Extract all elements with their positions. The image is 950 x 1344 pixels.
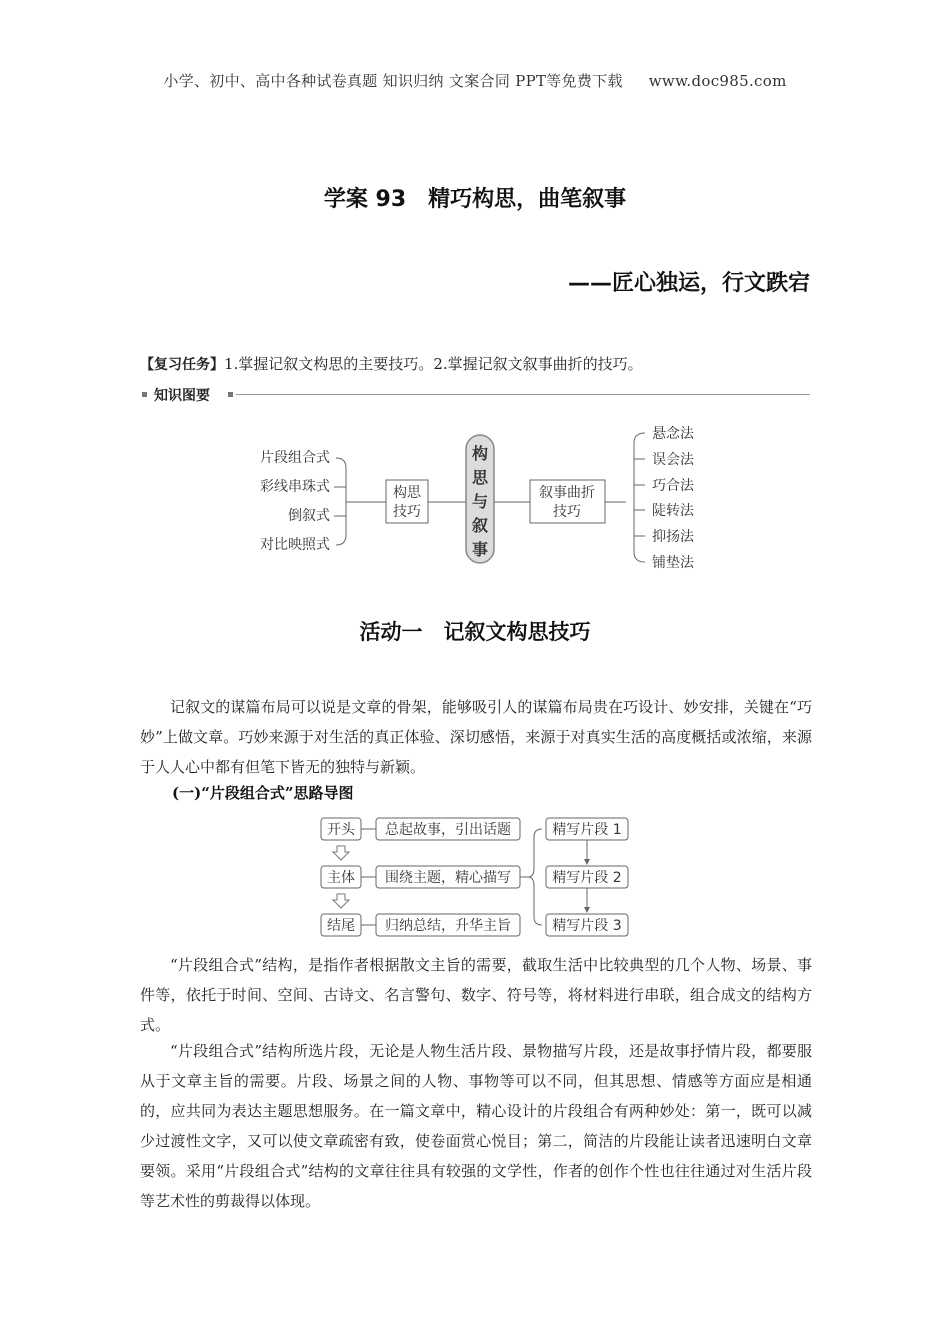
flow-desc-body: 围绕主题，精心描写	[385, 870, 511, 886]
site-header-text: 小学、初中、高中各种试卷真题 知识归纳 文案合同 PPT等免费下载	[163, 72, 623, 90]
flow-subheading: (一)“片段组合式”思路导图	[172, 784, 354, 802]
down-arrow-icon	[333, 894, 349, 908]
knowledge-map-diagram	[0, 0, 950, 600]
left-item-flashback: 倒叙式	[288, 508, 330, 524]
site-url[interactable]: www.doc985.com	[648, 72, 787, 90]
right-item-contrast-praise: 抑扬法	[652, 529, 694, 545]
right-item-sudden-turn: 陡转法	[652, 503, 694, 519]
center-char: 思	[471, 468, 489, 487]
center-char: 叙	[471, 516, 489, 535]
page-title: 学案 93 精巧构思，曲笔叙事	[323, 187, 627, 212]
body-paragraph-definition: “片段组合式”结构，是指作者根据散文主旨的需要，截取生活中比较典型的几个人物、场景、事件等，依托于时间、空间、古诗文、名言警句、数字、符号等，将材料进行串联，组合成文的结构方式。	[140, 956, 812, 1034]
intro-paragraph: 记叙文的谋篇布局可以说是文章的骨架，能够吸引人的谋篇布局贵在巧设计、妙安排，关键在“巧妙”上做文章。巧妙来源于对生活的真正体验、深切感悟，来源于对真实生活的高度概括或浓缩，来源于人人心中都有但笔下皆无的独特与新颖。	[140, 698, 812, 776]
left-item-thread: 彩线串珠式	[260, 479, 330, 495]
right-item-misunderstanding: 误会法	[652, 452, 694, 468]
knowledge-map-heading-text: 知识图要	[154, 388, 210, 404]
left-box-line-1: 构思	[393, 485, 421, 501]
right-item-foreshadow: 铺垫法	[652, 555, 694, 571]
right-box-line-1: 叙事曲折	[539, 485, 595, 501]
body-paragraph-detail: “片段组合式”结构所选片段，无论是人物生活片段、景物描写片段，还是故事抒情片段，都要服从于文章主旨的需要。片段、场景之间的人物、事物等可以不同，但其思想、情感等方面应是相通的，应共同为表达主题思想服务。在一篇文章中，精心设计的片段组合有两种妙处：第一，既可以减少过渡性文字，又可以使文章疏密有致，使卷面赏心悦目；第二，简洁的片段能让读者迅速明白文章要领。采用“片段组合式”结构的文章往往具有较强的文学性，作者的创作个性也往往通过对生活片段等艺术性的剪裁得以体现。	[140, 1042, 812, 1210]
left-box-line-2: 技巧	[393, 504, 421, 520]
review-task-label: 【复习任务】	[140, 357, 224, 373]
left-item-contrast: 对比映照式	[260, 537, 330, 553]
section-title: 活动一 记叙文构思技巧	[359, 620, 591, 644]
flow-desc-end: 归纳总结，升华主旨	[385, 918, 511, 934]
fragment-1: 精写片段 1	[552, 822, 622, 838]
flow-step-body: 主体	[327, 870, 355, 886]
page-subtitle: ——匠心独运，行文跌宕	[567, 271, 810, 296]
flow-desc-start: 总起故事，引出话题	[385, 822, 511, 838]
review-task-text: 1.掌握记叙文构思的主要技巧。2.掌握记叙文叙事曲折的技巧。	[224, 355, 643, 373]
flow-step-start: 开头	[327, 822, 355, 838]
right-item-coincidence: 巧合法	[652, 478, 694, 494]
right-item-suspense: 悬念法	[652, 426, 694, 442]
right-box-line-2: 技巧	[553, 504, 581, 520]
center-char: 构	[471, 444, 489, 463]
flow-step-end: 结尾	[327, 918, 355, 934]
fragment-2: 精写片段 2	[552, 870, 622, 886]
center-char: 与	[471, 492, 489, 511]
segment-flow-diagram	[0, 810, 950, 940]
down-arrow-icon	[333, 846, 349, 860]
fragment-3: 精写片段 3	[552, 918, 622, 934]
left-item-segment: 片段组合式	[260, 450, 330, 466]
center-char: 事	[471, 540, 489, 559]
